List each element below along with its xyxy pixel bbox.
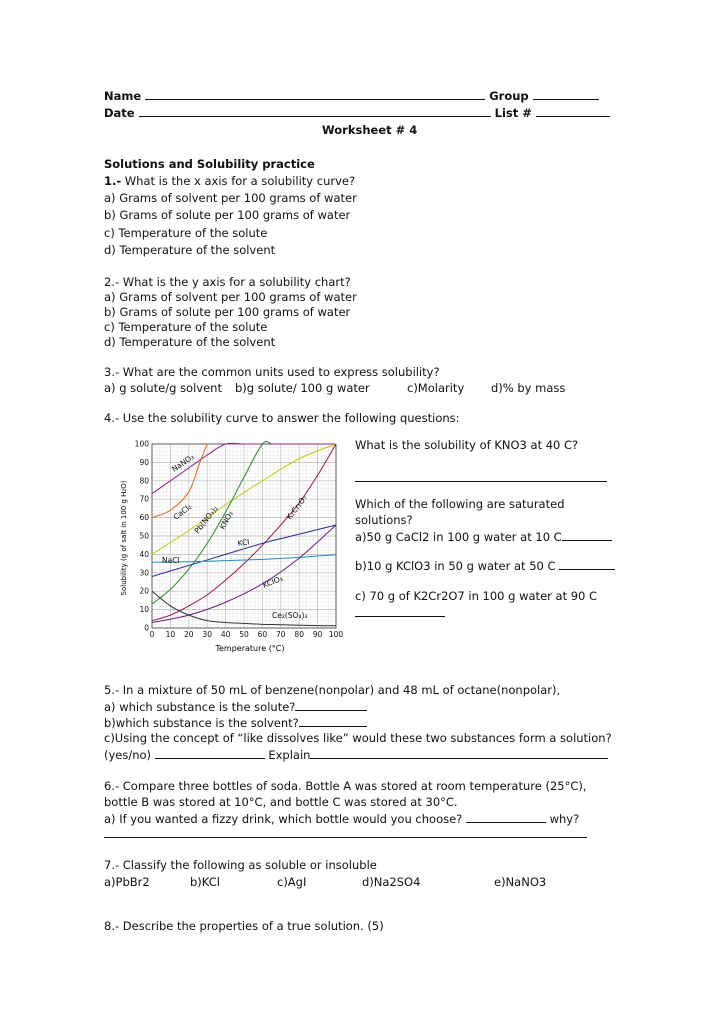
q5-solute-field[interactable] xyxy=(295,699,367,711)
q8-prompt: 8.- Describe the properties of a true solution. (5) xyxy=(104,919,384,933)
q3-option-b: b)g solute/ 100 g water xyxy=(235,381,370,395)
q6-choice-text: a) If you wanted a fizzy drink, which bottle would you choose? xyxy=(104,812,463,826)
x-tick-label: 20 xyxy=(184,630,194,639)
q4-answer-line-1 xyxy=(355,470,607,485)
curve-label: K₂Cr₂O₇ xyxy=(284,493,309,522)
q3-prompt: 3.- What are the common units used to express solubility? xyxy=(104,365,440,379)
q5-line-2 xyxy=(104,699,367,714)
q5-line-4: c)Using the concept of “like dissolves like” would these two substances form a solution? xyxy=(104,731,612,745)
curve-label: NaCl xyxy=(162,556,180,565)
q6-line-2: bottle B was stored at 10°C, and bottle C was stored at 30°C. xyxy=(104,795,458,809)
y-tick-label: 0 xyxy=(144,623,149,633)
q5-line-3 xyxy=(104,715,367,730)
q5-line-5 xyxy=(104,747,608,762)
q6-choice-field[interactable] xyxy=(466,811,546,823)
group-label: Group xyxy=(489,89,529,103)
q1-text xyxy=(104,174,355,188)
q4-saturated-question-2: solutions? xyxy=(355,513,413,527)
y-tick-label: 50 xyxy=(139,531,149,541)
q5-solute-text: a) which substance is the solute? xyxy=(104,700,296,714)
q1-option-a: a) Grams of solvent per 100 grams of water xyxy=(104,191,357,205)
curve-label: NaNO₃ xyxy=(170,452,196,474)
group-field[interactable] xyxy=(533,88,599,100)
q2-option-a: a) Grams of solvent per 100 grams of water xyxy=(104,290,357,304)
q4-option-c-field[interactable] xyxy=(355,605,445,617)
q2-option-b: b) Grams of solute per 100 grams of water xyxy=(104,305,351,319)
x-axis-label: Temperature (°C) xyxy=(215,644,285,653)
name-label: Name xyxy=(104,89,142,103)
q4-option-a-text: a)50 g CaCl2 in 100 g water at 10 C xyxy=(355,530,562,544)
list-field[interactable] xyxy=(536,105,610,117)
date-field[interactable] xyxy=(139,105,491,117)
y-tick-label: 80 xyxy=(139,476,149,486)
q3-options xyxy=(104,381,565,395)
q5-explain-field[interactable] xyxy=(310,747,608,759)
y-tick-label: 10 xyxy=(139,605,149,615)
x-tick-label: 50 xyxy=(239,630,249,639)
curve-label: KCl xyxy=(237,537,251,548)
q5-solvent-text: b)which substance is the solvent? xyxy=(104,716,299,730)
y-tick-label: 70 xyxy=(139,494,149,504)
q7-option-d: d)Na2SO4 xyxy=(362,875,421,889)
q5-solvent-field[interactable] xyxy=(299,715,367,727)
y-tick-label: 100 xyxy=(134,439,149,449)
x-tick-label: 70 xyxy=(276,630,286,639)
name-line xyxy=(104,88,599,103)
x-tick-label: 10 xyxy=(165,630,176,639)
section-title: Solutions and Solubility practice xyxy=(104,157,315,171)
q6-why-field[interactable] xyxy=(104,826,587,838)
q4-option-b-text: b)10 g KClO3 in 50 g water at 50 C xyxy=(355,559,556,573)
q1-option-b: b) Grams of solute per 100 grams of water xyxy=(104,208,351,222)
q1-prompt: What is the x axis for a solubility curve? xyxy=(121,174,356,188)
q4-option-c: c) 70 g of K2Cr2O7 in 100 g water at 90 C xyxy=(355,589,598,603)
y-tick-label: 60 xyxy=(139,513,149,523)
date-label: Date xyxy=(104,106,135,120)
q5-explain-text: Explain xyxy=(268,748,311,762)
y-tick-label: 40 xyxy=(139,549,149,559)
list-label: List # xyxy=(494,106,532,120)
q2-prompt: 2.- What is the y axis for a solubility chart? xyxy=(104,275,351,289)
curve-label: KNO₃ xyxy=(217,509,235,531)
worksheet-title: Worksheet # 4 xyxy=(322,123,418,137)
q5-yes-no-text: (yes/no) xyxy=(104,748,152,762)
solubility-chart xyxy=(104,436,354,658)
q4-solubility-question: What is the solubility of KNO3 at 40 C? xyxy=(355,438,579,452)
q5-line-1: 5.- In a mixture of 50 mL of benzene(nonpolar) and 48 mL of octane(nonpolar), xyxy=(104,683,561,697)
x-tick-label: 100 xyxy=(328,630,344,639)
q3-option-d: d)% by mass xyxy=(491,381,566,395)
q7-option-a: a)PbBr2 xyxy=(104,875,150,889)
y-tick-label: 20 xyxy=(139,586,149,596)
q7-prompt: 7.- Classify the following as soluble or insoluble xyxy=(104,858,377,872)
q2-option-c: c) Temperature of the solute xyxy=(104,320,268,334)
q1-option-d: d) Temperature of the solvent xyxy=(104,243,276,257)
q7-options xyxy=(104,875,546,889)
x-tick-label: 40 xyxy=(220,630,231,639)
q4-prompt: 4.- Use the solubility curve to answer the following questions: xyxy=(104,411,460,425)
q1-option-c: c) Temperature of the solute xyxy=(104,226,268,240)
y-axis-label: Solubility (g of salt in 100 g H₂O) xyxy=(120,480,128,596)
q7-option-e: e)NaNO3 xyxy=(494,875,547,889)
q6-line-4 xyxy=(104,826,587,841)
q4-option-b xyxy=(355,558,615,573)
x-tick-label: 90 xyxy=(312,630,323,639)
q4-answer-field-1[interactable] xyxy=(355,470,607,482)
x-tick-label: 80 xyxy=(294,630,304,639)
q4-option-a-field[interactable] xyxy=(562,529,612,541)
q3-option-c: c)Molarity xyxy=(407,381,465,395)
q1-number: 1.- xyxy=(104,174,122,188)
q4-saturated-question-1: Which of the following are saturated xyxy=(355,497,565,511)
date-line xyxy=(104,105,610,120)
curve-label: Pb(NO₃)₂ xyxy=(192,503,220,536)
q4-option-c-line xyxy=(355,605,445,620)
q7-option-b: b)KCl xyxy=(190,875,220,889)
name-field[interactable] xyxy=(145,88,485,100)
q6-line-3 xyxy=(104,811,579,826)
q4-option-b-field[interactable] xyxy=(559,558,615,570)
curve-label: KClO₃ xyxy=(261,573,284,590)
q6-why-text: why? xyxy=(549,812,580,826)
q3-option-a: a) g solute/g solvent xyxy=(104,381,222,395)
q7-option-c: c)AgI xyxy=(277,875,307,889)
q4-option-a xyxy=(355,529,612,544)
y-tick-label: 90 xyxy=(139,457,149,467)
x-tick-label: 0 xyxy=(149,630,155,639)
y-tick-label: 30 xyxy=(139,568,149,578)
q2-option-d: d) Temperature of the solvent xyxy=(104,335,276,349)
x-tick-label: 60 xyxy=(257,630,268,639)
q5-yes-no-field[interactable] xyxy=(155,747,265,759)
curve-label: CaCl₂ xyxy=(171,502,194,522)
curve-label: Ce₂(SO₄)₃ xyxy=(272,611,308,620)
q6-line-1: 6.- Compare three bottles of soda. Bottle A was stored at room temperature (25°C), xyxy=(104,779,587,793)
x-tick-label: 30 xyxy=(202,630,212,639)
